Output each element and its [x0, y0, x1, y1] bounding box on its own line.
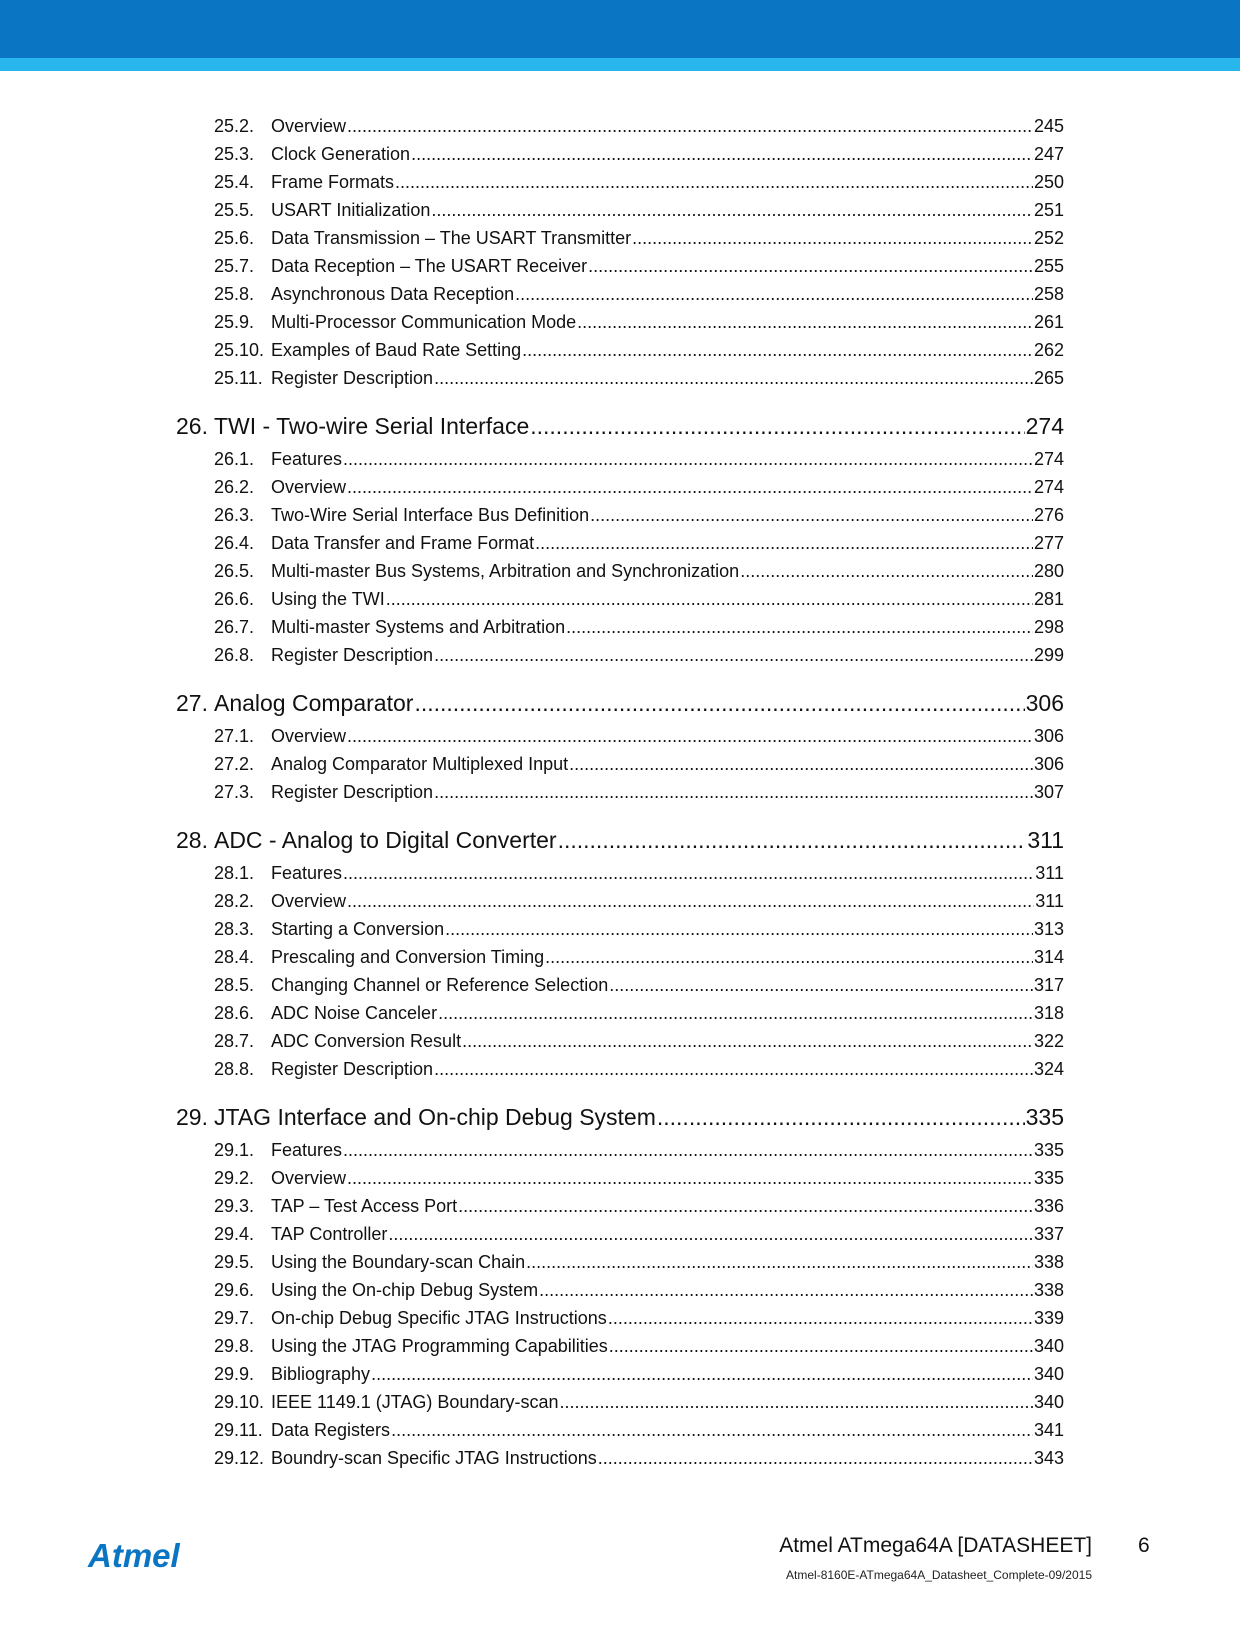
dot-leader: [434, 1059, 1033, 1080]
toc-entry[interactable]: [176, 256, 1064, 284]
toc-group-26: [176, 449, 1064, 673]
chapter-number: 28.: [176, 827, 208, 853]
dot-leader: [522, 340, 1033, 361]
dot-leader: [438, 1003, 1033, 1024]
entry-title: Features: [271, 1140, 343, 1160]
entry-page: 324: [1033, 1059, 1064, 1079]
toc-entry[interactable]: [176, 116, 1064, 144]
entry-number: 28.8.: [214, 1059, 255, 1079]
toc-entry[interactable]: [176, 1059, 1064, 1087]
entry-page: 317: [1033, 975, 1064, 995]
dot-leader: [388, 1224, 1033, 1245]
toc-entry[interactable]: [176, 172, 1064, 200]
entry-page: 261: [1033, 312, 1064, 332]
dot-leader: [559, 1392, 1032, 1413]
toc-group-29: [176, 1140, 1064, 1476]
entry-number: 25.9.: [214, 312, 255, 332]
toc-chapter-26[interactable]: [176, 413, 1064, 449]
toc-entry[interactable]: [176, 284, 1064, 312]
chapter-page: 306: [1025, 690, 1064, 716]
toc-entry[interactable]: [176, 1140, 1064, 1168]
entry-title: ADC Noise Canceler: [271, 1003, 438, 1023]
toc-entry[interactable]: [176, 645, 1064, 673]
entry-title: Using the Boundary-scan Chain: [271, 1252, 526, 1272]
toc-entry[interactable]: [176, 1364, 1064, 1392]
dot-leader: [608, 1308, 1033, 1329]
entry-title: On-chip Debug Specific JTAG Instructions: [271, 1308, 607, 1328]
entry-number: 28.3.: [214, 919, 255, 939]
entry-title: Register Description: [271, 782, 434, 802]
entry-page: 307: [1033, 782, 1064, 802]
dot-leader: [609, 975, 1033, 996]
dot-leader: [598, 1448, 1033, 1469]
entry-title: Register Description: [271, 645, 434, 665]
entry-number: 25.5.: [214, 200, 255, 220]
chapter-number: 27.: [176, 690, 208, 716]
entry-title: Data Registers: [271, 1420, 391, 1440]
dot-leader: [414, 690, 1024, 717]
dot-leader: [545, 947, 1033, 968]
dot-leader: [740, 561, 1033, 582]
toc-group-27: [176, 726, 1064, 810]
entry-title: Overview: [271, 116, 347, 136]
entry-title: TAP Controller: [271, 1224, 388, 1244]
toc-entry[interactable]: [176, 144, 1064, 172]
toc-entry[interactable]: [176, 561, 1064, 589]
dot-leader: [590, 505, 1033, 526]
entry-title: Multi-Processor Communication Mode: [271, 312, 577, 332]
entry-number: 25.7.: [214, 256, 255, 276]
toc-entry[interactable]: [176, 1003, 1064, 1031]
entry-number: 26.5.: [214, 561, 255, 581]
entry-title: TAP – Test Access Port: [271, 1196, 458, 1216]
dot-leader: [609, 1336, 1033, 1357]
dot-leader: [577, 312, 1033, 333]
entry-title: Using the On-chip Debug System: [271, 1280, 539, 1300]
entry-number: 29.11.: [214, 1420, 263, 1440]
entry-title: Multi-master Systems and Arbitration: [271, 617, 566, 637]
entry-number: 29.9.: [214, 1364, 255, 1384]
entry-number: 28.2.: [214, 891, 255, 911]
toc-entry[interactable]: [176, 782, 1064, 810]
entry-title: Overview: [271, 726, 347, 746]
entry-number: 28.7.: [214, 1031, 255, 1051]
entry-page: 274: [1033, 477, 1064, 497]
footer-doc-title: Atmel ATmega64A [DATASHEET]: [779, 1534, 1092, 1557]
dot-leader: [515, 284, 1033, 305]
dot-leader: [395, 172, 1033, 193]
toc-entry[interactable]: [176, 1392, 1064, 1420]
entry-page: 311: [1035, 891, 1064, 911]
entry-number: 25.11.: [214, 368, 263, 388]
footer-page-number: 6: [1138, 1534, 1150, 1557]
entry-number: 28.4.: [214, 947, 255, 967]
entry-page: 314: [1033, 947, 1064, 967]
entry-number: 26.7.: [214, 617, 255, 637]
entry-page: 336: [1033, 1196, 1064, 1216]
toc-entry[interactable]: [176, 754, 1064, 782]
chapter-title: Analog Comparator: [213, 690, 414, 716]
dot-leader: [632, 228, 1033, 249]
entry-title: Multi-master Bus Systems, Arbitration and Synchronization: [271, 561, 740, 581]
toc-entry[interactable]: [176, 340, 1064, 368]
entry-number: 25.8.: [214, 284, 255, 304]
entry-number: 28.5.: [214, 975, 255, 995]
entry-number: 28.6.: [214, 1003, 255, 1023]
entry-page: 337: [1033, 1224, 1064, 1244]
chapter-page: 335: [1025, 1104, 1064, 1130]
entry-number: 25.2.: [214, 116, 255, 136]
entry-number: 28.1.: [214, 863, 255, 883]
toc-chapter-29[interactable]: [176, 1104, 1064, 1140]
entry-page: 306: [1033, 754, 1064, 774]
dot-leader: [526, 1252, 1033, 1273]
entry-page: 318: [1033, 1003, 1064, 1023]
entry-number: 29.3.: [214, 1196, 255, 1216]
dot-leader: [386, 589, 1033, 610]
toc-entry[interactable]: [176, 1336, 1064, 1364]
toc-entry[interactable]: [176, 891, 1064, 919]
entry-page: 255: [1033, 256, 1064, 276]
dot-leader: [535, 533, 1033, 554]
dot-leader: [347, 891, 1034, 912]
entry-number: 29.7.: [214, 1308, 255, 1328]
toc-entry[interactable]: [176, 1280, 1064, 1308]
entry-title: Using the TWI: [271, 589, 385, 609]
toc-entry[interactable]: [176, 1168, 1064, 1196]
chapter-title: ADC - Analog to Digital Converter: [213, 827, 557, 853]
toc-group-28: [176, 863, 1064, 1087]
dot-leader: [343, 863, 1034, 884]
entry-page: 313: [1033, 919, 1064, 939]
toc-chapter-28[interactable]: [176, 827, 1064, 863]
entry-title: Frame Formats: [271, 172, 395, 192]
header-band: [0, 0, 1240, 58]
entry-number: 29.8.: [214, 1336, 255, 1356]
toc-entry[interactable]: [176, 228, 1064, 256]
entry-title: Data Transmission – The USART Transmitter: [271, 228, 632, 248]
entry-number: 29.6.: [214, 1280, 255, 1300]
entry-title: Features: [271, 863, 343, 883]
entry-title: IEEE 1149.1 (JTAG) Boundary-scan: [271, 1392, 559, 1412]
entry-number: 27.2.: [214, 754, 255, 774]
entry-title: Overview: [271, 891, 347, 911]
toc-entry[interactable]: [176, 312, 1064, 340]
dot-leader: [347, 116, 1033, 137]
dot-leader: [445, 919, 1033, 940]
entry-page: 277: [1033, 533, 1064, 553]
logo-wordmark: Atmel: [88, 1537, 180, 1574]
chapter-title: TWI - Two-wire Serial Interface: [213, 413, 530, 439]
entry-title: Clock Generation: [271, 144, 411, 164]
dot-leader: [462, 1031, 1033, 1052]
toc-entry[interactable]: [176, 919, 1064, 947]
toc-entry[interactable]: [176, 617, 1064, 645]
entry-title: Features: [271, 449, 343, 469]
entry-title: USART Initialization: [271, 200, 431, 220]
entry-page: 251: [1033, 200, 1064, 220]
entry-page: 245: [1033, 116, 1064, 136]
dot-leader: [343, 1140, 1033, 1161]
chapter-title: JTAG Interface and On-chip Debug System: [213, 1104, 656, 1130]
toc-chapter-27[interactable]: [176, 690, 1064, 726]
toc-entry[interactable]: [176, 1252, 1064, 1280]
dot-leader: [539, 1280, 1033, 1301]
entry-page: 265: [1033, 368, 1064, 388]
toc-entry[interactable]: [176, 1224, 1064, 1252]
entry-number: 27.3.: [214, 782, 255, 802]
toc-entry[interactable]: [176, 863, 1064, 891]
dot-leader: [434, 368, 1033, 389]
entry-title: Using the JTAG Programming Capabilities: [271, 1336, 608, 1356]
chapter-number: 26.: [176, 413, 208, 439]
entry-number: 25.6.: [214, 228, 255, 248]
dot-leader: [411, 144, 1033, 165]
toc-entry[interactable]: [176, 1420, 1064, 1448]
entry-title: Bibliography: [271, 1364, 371, 1384]
entry-page: 311: [1035, 863, 1064, 883]
entry-page: 340: [1033, 1392, 1064, 1412]
header-accent-stripe: [0, 58, 1240, 71]
entry-page: 338: [1033, 1252, 1064, 1272]
dot-leader: [566, 617, 1033, 638]
entry-page: 306: [1033, 726, 1064, 746]
entry-title: Asynchronous Data Reception: [271, 284, 515, 304]
entry-page: 299: [1033, 645, 1064, 665]
entry-title: Overview: [271, 1168, 347, 1188]
entry-page: 281: [1033, 589, 1064, 609]
entry-number: 26.6.: [214, 589, 255, 609]
entry-number: 29.1.: [214, 1140, 255, 1160]
entry-number: 29.2.: [214, 1168, 255, 1188]
entry-page: 340: [1033, 1336, 1064, 1356]
entry-number: 26.1.: [214, 449, 255, 469]
entry-page: 339: [1033, 1308, 1064, 1328]
dot-leader: [588, 256, 1033, 277]
entry-title: Data Transfer and Frame Format: [271, 533, 535, 553]
toc-entry[interactable]: [176, 1196, 1064, 1224]
toc-entry[interactable]: [176, 1448, 1064, 1476]
dot-leader: [558, 827, 1027, 854]
entry-title: Data Reception – The USART Receiver: [271, 256, 588, 276]
dot-leader: [434, 645, 1033, 666]
entry-page: 247: [1033, 144, 1064, 164]
toc-entry[interactable]: [176, 1308, 1064, 1336]
entry-number: 29.10.: [214, 1392, 265, 1412]
entry-page: 258: [1033, 284, 1064, 304]
dot-leader: [530, 413, 1024, 440]
dot-leader: [458, 1196, 1033, 1217]
dot-leader: [371, 1364, 1033, 1385]
entry-number: 25.10.: [214, 340, 265, 360]
entry-page: 276: [1033, 505, 1064, 525]
toc-entry[interactable]: [176, 589, 1064, 617]
entry-page: 338: [1033, 1280, 1064, 1300]
entry-title: Starting a Conversion: [271, 919, 445, 939]
entry-title: Overview: [271, 477, 347, 497]
dot-leader: [347, 477, 1033, 498]
entry-page: 262: [1033, 340, 1064, 360]
entry-page: 343: [1033, 1448, 1064, 1468]
entry-page: 250: [1033, 172, 1064, 192]
atmel-logo: [86, 1536, 216, 1576]
entry-number: 26.4.: [214, 533, 255, 553]
toc-entry[interactable]: [176, 200, 1064, 228]
chapter-page: 311: [1027, 827, 1064, 853]
dot-leader: [347, 1168, 1033, 1189]
entry-page: 252: [1033, 228, 1064, 248]
dot-leader: [391, 1420, 1033, 1441]
entry-number: 25.4.: [214, 172, 255, 192]
dot-leader: [343, 449, 1033, 470]
entry-number: 29.12.: [214, 1448, 265, 1468]
dot-leader: [434, 782, 1033, 803]
entry-number: 25.3.: [214, 144, 255, 164]
dot-leader: [657, 1104, 1025, 1131]
toc-entry[interactable]: [176, 477, 1064, 505]
entry-page: 340: [1033, 1364, 1064, 1384]
toc-entry[interactable]: [176, 975, 1064, 1003]
entry-page: 274: [1033, 449, 1064, 469]
entry-title: Register Description: [271, 368, 434, 388]
dot-leader: [569, 754, 1033, 775]
entry-number: 27.1.: [214, 726, 255, 746]
toc-entry[interactable]: [176, 505, 1064, 533]
chapter-page: 274: [1025, 413, 1064, 439]
entry-number: 26.3.: [214, 505, 255, 525]
entry-title: Boundry-scan Specific JTAG Instructions: [271, 1448, 597, 1468]
chapter-number: 29.: [176, 1104, 208, 1130]
entry-page: 335: [1033, 1140, 1064, 1160]
dot-leader: [347, 726, 1033, 747]
toc-entry[interactable]: [176, 947, 1064, 975]
toc-entry[interactable]: [176, 533, 1064, 561]
dot-leader: [431, 200, 1033, 221]
entry-title: Changing Channel or Reference Selection: [271, 975, 609, 995]
toc-group-25: [176, 116, 1064, 396]
entry-page: 280: [1033, 561, 1064, 581]
entry-title: Examples of Baud Rate Setting: [271, 340, 522, 360]
toc-entry[interactable]: [176, 368, 1064, 396]
entry-number: 26.8.: [214, 645, 255, 665]
entry-page: 341: [1033, 1420, 1064, 1440]
toc-entry[interactable]: [176, 1031, 1064, 1059]
entry-title: Analog Comparator Multiplexed Input: [271, 754, 569, 774]
entry-number: 29.5.: [214, 1252, 255, 1272]
toc-entry[interactable]: [176, 449, 1064, 477]
toc-entry[interactable]: [176, 726, 1064, 754]
entry-number: 29.4.: [214, 1224, 255, 1244]
entry-title: ADC Conversion Result: [271, 1031, 462, 1051]
entry-number: 26.2.: [214, 477, 255, 497]
entry-page: 335: [1033, 1168, 1064, 1188]
entry-title: Two-Wire Serial Interface Bus Definition: [271, 505, 590, 525]
entry-title: Prescaling and Conversion Timing: [271, 947, 545, 967]
table-of-contents: [176, 116, 1064, 1476]
entry-title: Register Description: [271, 1059, 434, 1079]
entry-page: 322: [1033, 1031, 1064, 1051]
entry-page: 298: [1033, 617, 1064, 637]
footer-doc-id: Atmel-8160E-ATmega64A_Datasheet_Complete-09/2015: [786, 1568, 1092, 1582]
